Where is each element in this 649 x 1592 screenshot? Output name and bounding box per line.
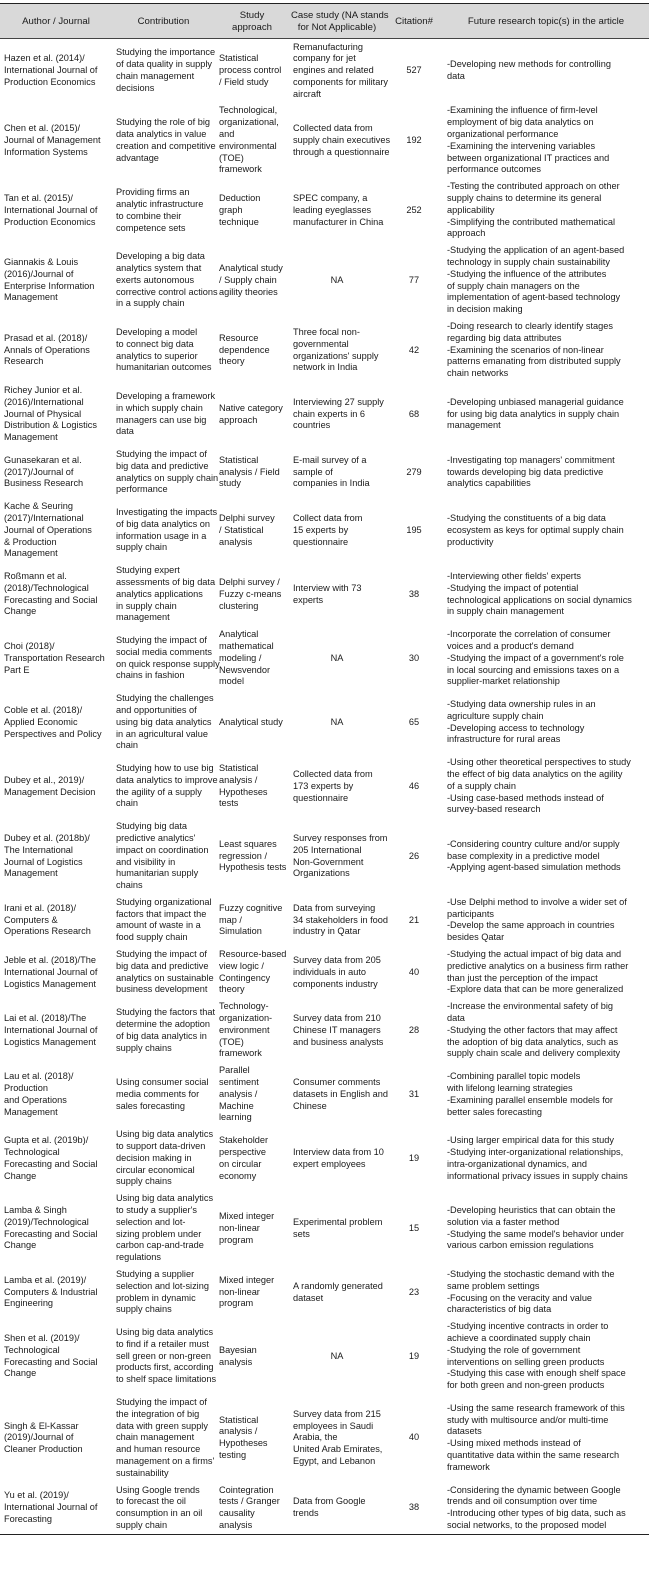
future-research-cell: -Developing unbiased managerial guidance for using big data analytics in supply chain management [447, 396, 624, 431]
contribution-cell: Studying the importance of data quality in supply chain management decisions [116, 47, 216, 93]
contribution-cell: Providing firms an analytic infrastructure to combine their competence sets [116, 187, 204, 233]
future-research-cell: -Studying the stochastic demand with the same problem settings -Focusing on the veracity and value characteristics of big data [447, 1269, 615, 1315]
author-journal-cell: Chen et al. (2015)/ Journal of Management Information Systems [4, 123, 101, 157]
case-study-cell: Data from surveying 34 stakeholders in food industry in Qatar [293, 902, 389, 937]
citation-cell: 527 [406, 65, 422, 76]
case-study-cell: Interview with 73 experts [293, 582, 362, 605]
study-approach-cell: Delphi survey / Fuzzy c-means clustering [219, 576, 282, 611]
header-row [0, 4, 649, 39]
study-approach-cell: Parallel sentiment analysis / Machine learning [219, 1065, 259, 1123]
author-journal-cell: Lai et al. (2018)/The International Journal of Logistics Management [4, 1013, 98, 1047]
case-study-cell: Remanufacturing company for jet engines and related components for military aircraft [293, 41, 388, 99]
author-journal-cell: Irani et al. (2018)/ Computers & Operations Research [4, 902, 91, 937]
table-row [0, 103, 649, 179]
contribution-cell: Developing a model to connect big data analytics to superior humanitarian outcomes [116, 326, 212, 373]
author-journal-cell: Choi (2018)/ Transportation Research Part E [4, 640, 105, 675]
contribution-cell: Studying expert assessments of big data analytics applications in supply chain management [116, 565, 216, 623]
study-approach-cell: Mixed integer non-linear program [219, 1210, 275, 1245]
contribution-cell: Using big data analytics to find if a retailer must sell green or non-green products first, according to shelf space limitations [116, 1327, 217, 1385]
citation-cell: 252 [406, 204, 422, 215]
contribution-cell: Studying the impact of social media comments on quick response supply chains in fashion [116, 635, 220, 681]
table-row [0, 499, 649, 563]
author-journal-cell: Prasad et al. (2018)/ Annals of Operations Research [4, 332, 90, 367]
table-row [0, 1127, 649, 1191]
contribution-cell: Studying big data predictive analytics' impact on coordination and visibility in humanitarian supply chains [116, 821, 209, 891]
table-row [0, 999, 649, 1063]
header-author-journal: Author / Journal [0, 4, 112, 39]
study-approach-cell: Resource-based view logic / Contingency theory [219, 949, 287, 995]
future-research-cell: -Developing heuristics that can obtain the solution via a faster method -Studying the same model's behavior under various carbon emission regulations [447, 1205, 624, 1251]
study-approach-cell: Fuzzy cognitive map / Simulation [219, 902, 283, 937]
future-research-cell: -Investigating top managers' commitment towards developing big data predictive analytics capabilities [447, 454, 615, 489]
contribution-cell: Using consumer social media comments for sales forecasting [116, 1077, 209, 1111]
future-research-cell: -Doing research to clearly identify stages regarding big data attributes -Examining the scenarios of non-linear patterns emanating from distributed supply chain networks [447, 321, 621, 379]
case-study-cell: NA [330, 716, 344, 727]
author-journal-cell: Giannakis & Louis (2016)/Journal of Enterprise Information Management [4, 257, 95, 303]
contribution-cell: Using big data analytics to study a supplier's selection and lot- sizing problem under carbon cap-and-trade regulations [116, 1193, 214, 1263]
case-study-cell: Survey data from 205 individuals in auto components industry [293, 954, 381, 989]
citation-cell: 42 [408, 344, 420, 355]
header-citation: Citation# [385, 4, 443, 39]
future-research-cell: -Examining the influence of firm-level employment of big data analytics on organizational performance -Examining the intervening variables between organizational IT practices and performance outcomes [447, 105, 610, 175]
citation-cell: 40 [408, 1432, 420, 1443]
contribution-cell: Studying the challenges and opportunities of using big data analytics in an agricultural value chain [116, 693, 214, 751]
table-row [0, 819, 649, 895]
author-journal-cell: Shen et al. (2019)/ Technological Forecasting and Social Change [4, 1332, 98, 1379]
future-research-cell: -Studying the actual impact of big data and predictive analytics on a business firm rather than just the perception of the impact -Explore data that can be more generalized [447, 949, 629, 995]
study-approach-cell: Statistical analysis / Hypotheses testing [219, 1414, 268, 1461]
table-row [0, 383, 649, 447]
table-row [0, 319, 649, 383]
table-row [0, 691, 649, 755]
citation-cell: 77 [408, 274, 420, 285]
citation-cell: 40 [408, 966, 420, 977]
case-study-cell: Collected data from 173 experts by questionnaire [293, 768, 373, 803]
future-research-cell: -Increase the environmental safety of big data -Studying the other factors that may affect the adoption of big data analytics, such as supply chain scale and delivery complexity [447, 1001, 621, 1059]
future-research-cell: -Interviewing other fields' experts -Studying the impact of potential technological applications on social dynamics in supply chain management [447, 571, 632, 617]
author-journal-cell: Kache & Seuring (2017)/International Journal of Operations & Production Management [4, 501, 92, 559]
citation-cell: 31 [408, 1088, 420, 1099]
study-approach-cell: Resource dependence theory [219, 332, 270, 367]
study-approach-cell: Statistical analysis / Hypotheses tests [219, 763, 268, 809]
table-row [0, 563, 649, 627]
contribution-cell: Studying the impact of big data and predictive analytics on sustainable business development [116, 949, 214, 995]
study-approach-cell: Analytical study / Supply chain agility theories [219, 262, 283, 297]
table-header [0, 4, 649, 39]
future-research-cell: -Incorporate the correlation of consumer voices and a product's demand -Studying the impact of a government's role in local sourcing and emissions taxes on a supplier-market relationship [447, 629, 624, 687]
contribution-cell: Studying organizational factors that impact the amount of waste in a food supply chain [116, 896, 212, 943]
contribution-cell: Studying the impact of big data and predictive analytics on supply chain performance [116, 449, 219, 495]
case-study-cell: Survey data from 215 employees in Saudi Arabia, the United Arab Emirates, Egypt, and Lebanon [293, 1408, 383, 1466]
header-future-research: Future research topic(s) in the article [443, 4, 649, 39]
author-journal-cell: Gupta et al. (2019b)/ Technological Forecasting and Social Change [4, 1135, 98, 1181]
author-journal-cell: Coble et al. (2018)/ Applied Economic Perspectives and Policy [4, 704, 102, 739]
contribution-cell: Studying the impact of the integration of big data with green supply chain management and human resource management on a firms' sustainability [116, 1396, 215, 1478]
case-study-cell: Interviewing 27 supply chain experts in 6 countries [293, 396, 384, 431]
contribution-cell: Studying a supplier selection and lot-sizing problem in dynamic supply chains [116, 1269, 209, 1315]
citation-cell: 21 [408, 914, 420, 925]
case-study-cell: SPEC company, a leading eyeglasses manufacturer in China [293, 193, 384, 227]
table-row [0, 1191, 649, 1267]
future-research-cell: -Combining parallel topic models with lifelong learning strategies -Examining parallel ensemble models for better sales forecasting [447, 1071, 613, 1117]
study-approach-cell: Deduction graph technique [219, 193, 261, 227]
author-journal-cell: Singh & El-Kassar (2019)/Journal of Cleaner Production [4, 1420, 83, 1455]
author-journal-cell: Hazen et al. (2014)/ International Journal of Production Economics [4, 53, 98, 87]
case-study-cell: E-mail survey of a sample of companies in India [293, 454, 370, 489]
citation-cell: 23 [408, 1286, 420, 1297]
author-journal-cell: Tan et al. (2015)/ International Journal of Production Economics [4, 193, 98, 227]
contribution-cell: Developing a framework in which supply chain managers can use big data [116, 390, 216, 437]
table-row [0, 1482, 649, 1535]
header-contribution: Contribution [112, 4, 215, 39]
author-journal-cell: Roßmann et al. (2018)/Technological Forecasting and Social Change [4, 571, 98, 617]
citation-cell: 65 [408, 716, 420, 727]
table-row [0, 1319, 649, 1395]
future-research-cell: -Considering the dynamic between Google trends and oil consumption over time -Introducing other types of big data, such as social networks, to the proposed model [443, 1482, 649, 1535]
citation-cell: 30 [408, 652, 420, 663]
case-study-cell: Three focal non- governmental organizations' supply network in India [293, 326, 379, 373]
citation-cell: 19 [408, 1350, 420, 1361]
case-study-cell: Data from Google trends [289, 1482, 385, 1535]
study-approach-cell: Cointegration tests / Granger causality analysis [215, 1482, 289, 1535]
table-row [0, 447, 649, 499]
table-row [0, 243, 649, 319]
table-row [0, 1267, 649, 1319]
case-study-cell: NA [330, 274, 344, 285]
contribution-cell: Using big data analytics to support data-driven decision making in circular economical supply chains [116, 1129, 214, 1187]
table-row [0, 1063, 649, 1127]
study-approach-cell: Statistical process control / Field study [219, 53, 282, 87]
study-approach-cell: Delphi survey / Statistical analysis [219, 512, 275, 547]
study-approach-cell: Analytical study [219, 716, 283, 727]
author-journal-cell: Richey Junior et al. (2016)/International Journal of Physical Distribution & Logistics Management [4, 385, 97, 443]
study-approach-cell: Least squares regression / Hypothesis tests [219, 838, 287, 873]
future-research-cell: -Considering country culture and/or supply base complexity in a predictive model -Applying agent-based simulation methods [447, 838, 621, 873]
case-study-cell: A randomly generated dataset [293, 1280, 383, 1303]
future-research-cell: -Use Delphi method to involve a wider set of participants -Develop the same approach in countries besides Qatar [447, 896, 627, 943]
table-body [0, 39, 649, 1535]
author-journal-cell: Lau et al. (2018)/ Production and Operations Management [4, 1071, 74, 1117]
future-research-cell: -Using larger empirical data for this study -Studying inter-organizational relationships, intra-organizational dynamics, and informational privacy issues in supply chains [447, 1135, 628, 1181]
header-case-study: Case study (NA stands for Not Applicable) [289, 4, 385, 39]
table-row [0, 894, 649, 946]
contribution-cell: Investigating the impacts of big data analytics on information usage in a supply chain [116, 507, 218, 553]
citation-cell: 28 [408, 1024, 420, 1035]
table-row [0, 179, 649, 243]
author-journal-cell: Lamba et al. (2019)/ Computers & Industrial Engineering [4, 1274, 98, 1309]
contribution-cell: Developing a big data analytics system that exerts autonomous corrective control actions in a supply chain [116, 251, 218, 309]
case-study-cell: Experimental problem sets [293, 1216, 383, 1239]
table-row [0, 947, 649, 999]
study-approach-cell: Technological, organizational, and environmental (TOE) framework [219, 105, 279, 175]
citation-cell: 195 [406, 524, 422, 535]
case-study-cell: Collect data from 15 experts by questionnaire [293, 512, 363, 547]
case-study-cell: NA [330, 652, 344, 663]
author-journal-cell: Dubey et al. (2018b)/ The International Journal of Logistics Management [4, 832, 90, 879]
contribution-cell: Studying the factors that determine the adoption of big data analytics in supply chains [116, 1007, 216, 1053]
future-research-cell: -Developing new methods for controlling data [447, 59, 611, 81]
future-research-cell: -Using the same research framework of this study with multisource and/or multi-time datasets -Using mixed methods instead of quantitative data within the same research framework [447, 1402, 625, 1472]
future-research-cell: -Studying incentive contracts in order to achieve a coordinated supply chain -Studying the role of government interventions on selling green products -Studying this case with enough shelf space for both green and non-green products [447, 1321, 626, 1391]
citation-cell: 68 [408, 408, 420, 419]
study-approach-cell: Analytical mathematical modeling / Newsvendor model [219, 629, 274, 687]
future-research-cell: -Studying the application of an agent-based technology in supply chain sustainability -Studying the influence of the attributes of supply chain managers on the implementation of agent-based technology in decision making [447, 245, 625, 315]
table-row [0, 627, 649, 691]
case-study-cell: Consumer comments datasets in English and Chinese [293, 1077, 389, 1111]
case-study-cell: Survey responses from 205 International Non-Government Organizations [293, 832, 388, 879]
study-approach-cell: Technology- organization- environment (TOE) framework [219, 1001, 273, 1059]
table-row [0, 755, 649, 819]
table-row [0, 1394, 649, 1482]
future-research-cell: -Using other theoretical perspectives to study the effect of big data analytics on the agility of a supply chain -Using case-based methods instead of survey-based research [447, 757, 631, 815]
citation-cell: 26 [408, 850, 420, 861]
literature-review-table [0, 4, 649, 1535]
case-study-cell: NA [330, 1350, 344, 1361]
study-approach-cell: Stakeholder perspective on circular economy [219, 1135, 269, 1181]
citation-cell: 38 [385, 1482, 443, 1535]
citation-cell: 279 [406, 466, 422, 477]
citation-cell: 46 [408, 780, 420, 791]
citation-cell: 19 [408, 1152, 420, 1163]
author-journal-cell: Gunasekaran et al. (2017)/Journal of Business Research [4, 454, 84, 489]
future-research-cell: -Studying the constituents of a big data ecosystem as keys for optimal supply chain productivity [447, 512, 624, 547]
future-research-cell: -Testing the contributed approach on other supply chains to determine its general applicability -Simplifying the contributed mathematical approach [447, 181, 620, 239]
header-study-approach: Study approach [215, 4, 289, 39]
citation-cell: 15 [408, 1222, 420, 1233]
study-approach-cell: Statistical analysis / Field study [219, 454, 280, 489]
author-journal-cell: Jeble et al. (2018)/The International Journal of Logistics Management [4, 954, 98, 989]
study-approach-cell: Mixed integer non-linear program [219, 1274, 275, 1309]
study-approach-cell: Bayesian analysis [219, 1344, 257, 1367]
case-study-cell: Interview data from 10 expert employees [293, 1146, 384, 1169]
case-study-cell: Collected data from supply chain executives through a questionnaire [293, 123, 391, 157]
author-journal-cell: Dubey et al., 2019)/ Management Decision [4, 774, 96, 797]
citation-cell: 38 [408, 588, 420, 599]
study-approach-cell: Native category approach [219, 402, 283, 425]
author-journal-cell: Lamba & Singh (2019)/Technological Forecasting and Social Change [4, 1205, 98, 1251]
contribution-cell: Studying how to use big data analytics to improve the agility of a supply chain [116, 763, 218, 809]
table-row [0, 39, 649, 103]
author-journal-cell: Yu et al. (2019)/ International Journal of Forecasting [0, 1482, 112, 1535]
case-study-cell: Survey data from 210 Chinese IT managers and business analysts [293, 1013, 384, 1047]
contribution-cell: Using Google trends to forecast the oil consumption in an oil supply chain [112, 1482, 215, 1535]
future-research-cell: -Studying data ownership rules in an agriculture supply chain -Developing access to technology infrastructure for rural areas [447, 699, 596, 745]
citation-cell: 192 [406, 134, 422, 145]
contribution-cell: Studying the role of big data analytics in value creation and competitive advantage [116, 117, 216, 163]
